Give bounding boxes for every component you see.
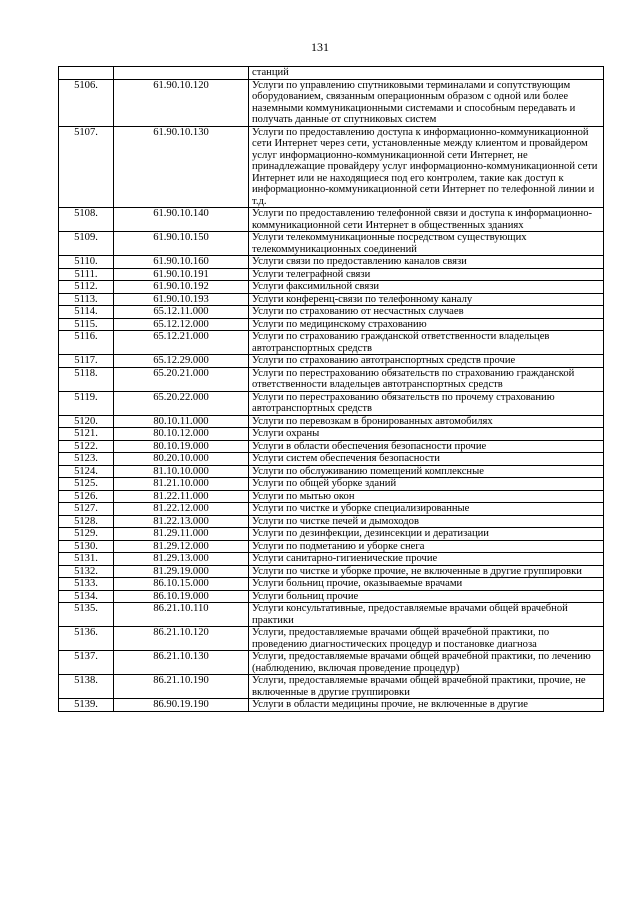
row-description: Услуги по перестрахованию обязательств по страхованию гражданской ответственности владельцев автотранспортных средств <box>249 367 604 391</box>
row-code: 86.21.10.120 <box>114 627 249 651</box>
table-row <box>59 331 604 355</box>
row-number: 5130. <box>59 540 114 553</box>
row-number: 5139. <box>59 699 114 712</box>
row-code: 81.21.10.000 <box>114 478 249 491</box>
table-row <box>59 675 604 699</box>
row-description: Услуги по мытью окон <box>249 490 604 503</box>
row-description: Услуги, предоставляемые врачами общей врачебной практики, по проведению диагностических процедур и постановке диагноза <box>249 627 604 651</box>
row-code: 61.90.10.193 <box>114 293 249 306</box>
table-body <box>59 67 604 712</box>
table-row <box>59 293 604 306</box>
table-row <box>59 478 604 491</box>
row-description: Услуги по перевозкам в бронированных автомобилях <box>249 415 604 428</box>
row-description: Услуги конференц-связи по телефонному каналу <box>249 293 604 306</box>
row-description: Услуги санитарно-гигиенические прочие <box>249 553 604 566</box>
row-code <box>114 67 249 80</box>
row-number: 5132. <box>59 565 114 578</box>
row-number: 5110. <box>59 256 114 269</box>
table-row <box>59 565 604 578</box>
row-number: 5124. <box>59 465 114 478</box>
row-number: 5128. <box>59 515 114 528</box>
row-code: 86.21.10.110 <box>114 603 249 627</box>
table-row <box>59 699 604 712</box>
row-number: 5120. <box>59 415 114 428</box>
row-number: 5113. <box>59 293 114 306</box>
row-code: 81.10.10.000 <box>114 465 249 478</box>
row-number: 5106. <box>59 79 114 126</box>
row-code: 65.20.21.000 <box>114 367 249 391</box>
row-number: 5117. <box>59 355 114 368</box>
table-row <box>59 627 604 651</box>
table-row <box>59 208 604 232</box>
row-number: 5138. <box>59 675 114 699</box>
table-row <box>59 415 604 428</box>
row-code: 80.20.10.000 <box>114 453 249 466</box>
row-description: Услуги по чистке и уборке прочие, не включенные в другие группировки <box>249 565 604 578</box>
row-code: 61.90.10.191 <box>114 268 249 281</box>
row-code: 80.10.19.000 <box>114 440 249 453</box>
table-row <box>59 603 604 627</box>
table-row <box>59 651 604 675</box>
row-description: Услуги по страхованию автотранспортных средств прочие <box>249 355 604 368</box>
row-description: Услуги по общей уборке зданий <box>249 478 604 491</box>
row-number: 5115. <box>59 318 114 331</box>
row-description: Услуги консультативные, предоставляемые врачами общей врачебной практики <box>249 603 604 627</box>
row-code: 61.90.10.150 <box>114 232 249 256</box>
row-number: 5118. <box>59 367 114 391</box>
table-row <box>59 79 604 126</box>
row-number: 5122. <box>59 440 114 453</box>
row-code: 81.22.13.000 <box>114 515 249 528</box>
row-code: 61.90.10.192 <box>114 281 249 294</box>
row-number: 5129. <box>59 528 114 541</box>
row-description: Услуги охраны <box>249 428 604 441</box>
table-row <box>59 540 604 553</box>
page-number: 131 <box>311 40 329 54</box>
table-row <box>59 318 604 331</box>
row-code: 61.90.10.160 <box>114 256 249 269</box>
table-row <box>59 515 604 528</box>
row-description: Услуги связи по предоставлению каналов связи <box>249 256 604 269</box>
table-row <box>59 490 604 503</box>
row-number: 5134. <box>59 590 114 603</box>
row-description: Услуги телекоммуникационные посредством существующих телекоммуникационных соединений <box>249 232 604 256</box>
row-code: 65.12.12.000 <box>114 318 249 331</box>
row-code: 80.10.12.000 <box>114 428 249 441</box>
row-number: 5125. <box>59 478 114 491</box>
row-description: Услуги по дезинфекции, дезинсекции и дератизации <box>249 528 604 541</box>
row-code: 81.29.12.000 <box>114 540 249 553</box>
row-code: 65.12.29.000 <box>114 355 249 368</box>
table-row <box>59 355 604 368</box>
table-row <box>59 578 604 591</box>
row-number: 5109. <box>59 232 114 256</box>
table-row <box>59 465 604 478</box>
row-description: Услуги, предоставляемые врачами общей врачебной практики, по лечению (наблюдению, включая проведение процедур) <box>249 651 604 675</box>
row-code: 81.29.13.000 <box>114 553 249 566</box>
row-description: станций <box>249 67 604 80</box>
row-description: Услуги по обслуживанию помещений комплексные <box>249 465 604 478</box>
table-row <box>59 428 604 441</box>
row-code: 86.90.19.190 <box>114 699 249 712</box>
row-code: 61.90.10.140 <box>114 208 249 232</box>
row-number: 5107. <box>59 126 114 208</box>
services-table <box>58 66 604 712</box>
row-description: Услуги по управлению спутниковыми терминалами и сопутствующим оборудованием, связанным операционным образом с одной или более наземными коммуникационными системами и способным передавать и получать данные от спутниковых систем <box>249 79 604 126</box>
row-number: 5114. <box>59 306 114 319</box>
row-code: 80.10.11.000 <box>114 415 249 428</box>
table-row <box>59 453 604 466</box>
row-code: 81.29.11.000 <box>114 528 249 541</box>
table-row <box>59 256 604 269</box>
row-number <box>59 67 114 80</box>
row-description: Услуги по чистке печей и дымоходов <box>249 515 604 528</box>
row-number: 5126. <box>59 490 114 503</box>
row-description: Услуги по подметанию и уборке снега <box>249 540 604 553</box>
table-row <box>59 67 604 80</box>
table-row <box>59 306 604 319</box>
row-description: Услуги в области медицины прочие, не включенные в другие <box>249 699 604 712</box>
row-code: 86.10.19.000 <box>114 590 249 603</box>
row-description: Услуги в области обеспечения безопасности прочие <box>249 440 604 453</box>
row-number: 5108. <box>59 208 114 232</box>
row-code: 61.90.10.130 <box>114 126 249 208</box>
table-row <box>59 281 604 294</box>
row-code: 65.12.21.000 <box>114 331 249 355</box>
row-description: Услуги факсимильной связи <box>249 281 604 294</box>
row-description: Услуги телеграфной связи <box>249 268 604 281</box>
row-code: 61.90.10.120 <box>114 79 249 126</box>
row-number: 5135. <box>59 603 114 627</box>
row-code: 86.21.10.130 <box>114 651 249 675</box>
table-row <box>59 391 604 415</box>
row-description: Услуги по предоставлению доступа к информационно-коммуникационной сети Интернет через сети, установленные между клиентом и провайдером услуг информационно-коммуникационной сети Интернет, не принадлежащие провайдеру услуг информационно-коммуникационной сети Интернет или не находящиеся под его контролем, такие как доступ к информационно-коммуникационной сети Интернет по телефонной линии и т.д. <box>249 126 604 208</box>
row-code: 86.21.10.190 <box>114 675 249 699</box>
row-number: 5119. <box>59 391 114 415</box>
table-row <box>59 126 604 208</box>
row-number: 5123. <box>59 453 114 466</box>
row-description: Услуги по чистке и уборке специализированные <box>249 503 604 516</box>
table-row <box>59 232 604 256</box>
row-number: 5116. <box>59 331 114 355</box>
row-description: Услуги, предоставляемые врачами общей врачебной практики, прочие, не включенные в другие группировки <box>249 675 604 699</box>
table-row <box>59 503 604 516</box>
table-row <box>59 553 604 566</box>
table-row <box>59 528 604 541</box>
table-row <box>59 590 604 603</box>
row-code: 86.10.15.000 <box>114 578 249 591</box>
row-code: 81.29.19.000 <box>114 565 249 578</box>
row-number: 5137. <box>59 651 114 675</box>
row-description: Услуги по страхованию гражданской ответственности владельцев автотранспортных средств <box>249 331 604 355</box>
row-description: Услуги по медицинскому страхованию <box>249 318 604 331</box>
table-row <box>59 440 604 453</box>
row-number: 5133. <box>59 578 114 591</box>
row-code: 81.22.11.000 <box>114 490 249 503</box>
row-code: 65.20.22.000 <box>114 391 249 415</box>
table-row <box>59 268 604 281</box>
row-code: 81.22.12.000 <box>114 503 249 516</box>
row-number: 5127. <box>59 503 114 516</box>
row-code: 65.12.11.000 <box>114 306 249 319</box>
row-number: 5131. <box>59 553 114 566</box>
row-number: 5111. <box>59 268 114 281</box>
row-description: Услуги по предоставлению телефонной связи и доступа к информационно-коммуникационной сети Интернет в общественных зданиях <box>249 208 604 232</box>
row-number: 5136. <box>59 627 114 651</box>
table-row <box>59 367 604 391</box>
row-number: 5112. <box>59 281 114 294</box>
row-description: Услуги по перестрахованию обязательств по прочему страхованию автотранспортных средств <box>249 391 604 415</box>
row-description: Услуги больниц прочие, оказываемые врачами <box>249 578 604 591</box>
row-description: Услуги систем обеспечения безопасности <box>249 453 604 466</box>
row-description: Услуги по страхованию от несчастных случаев <box>249 306 604 319</box>
row-number: 5121. <box>59 428 114 441</box>
row-description: Услуги больниц прочие <box>249 590 604 603</box>
